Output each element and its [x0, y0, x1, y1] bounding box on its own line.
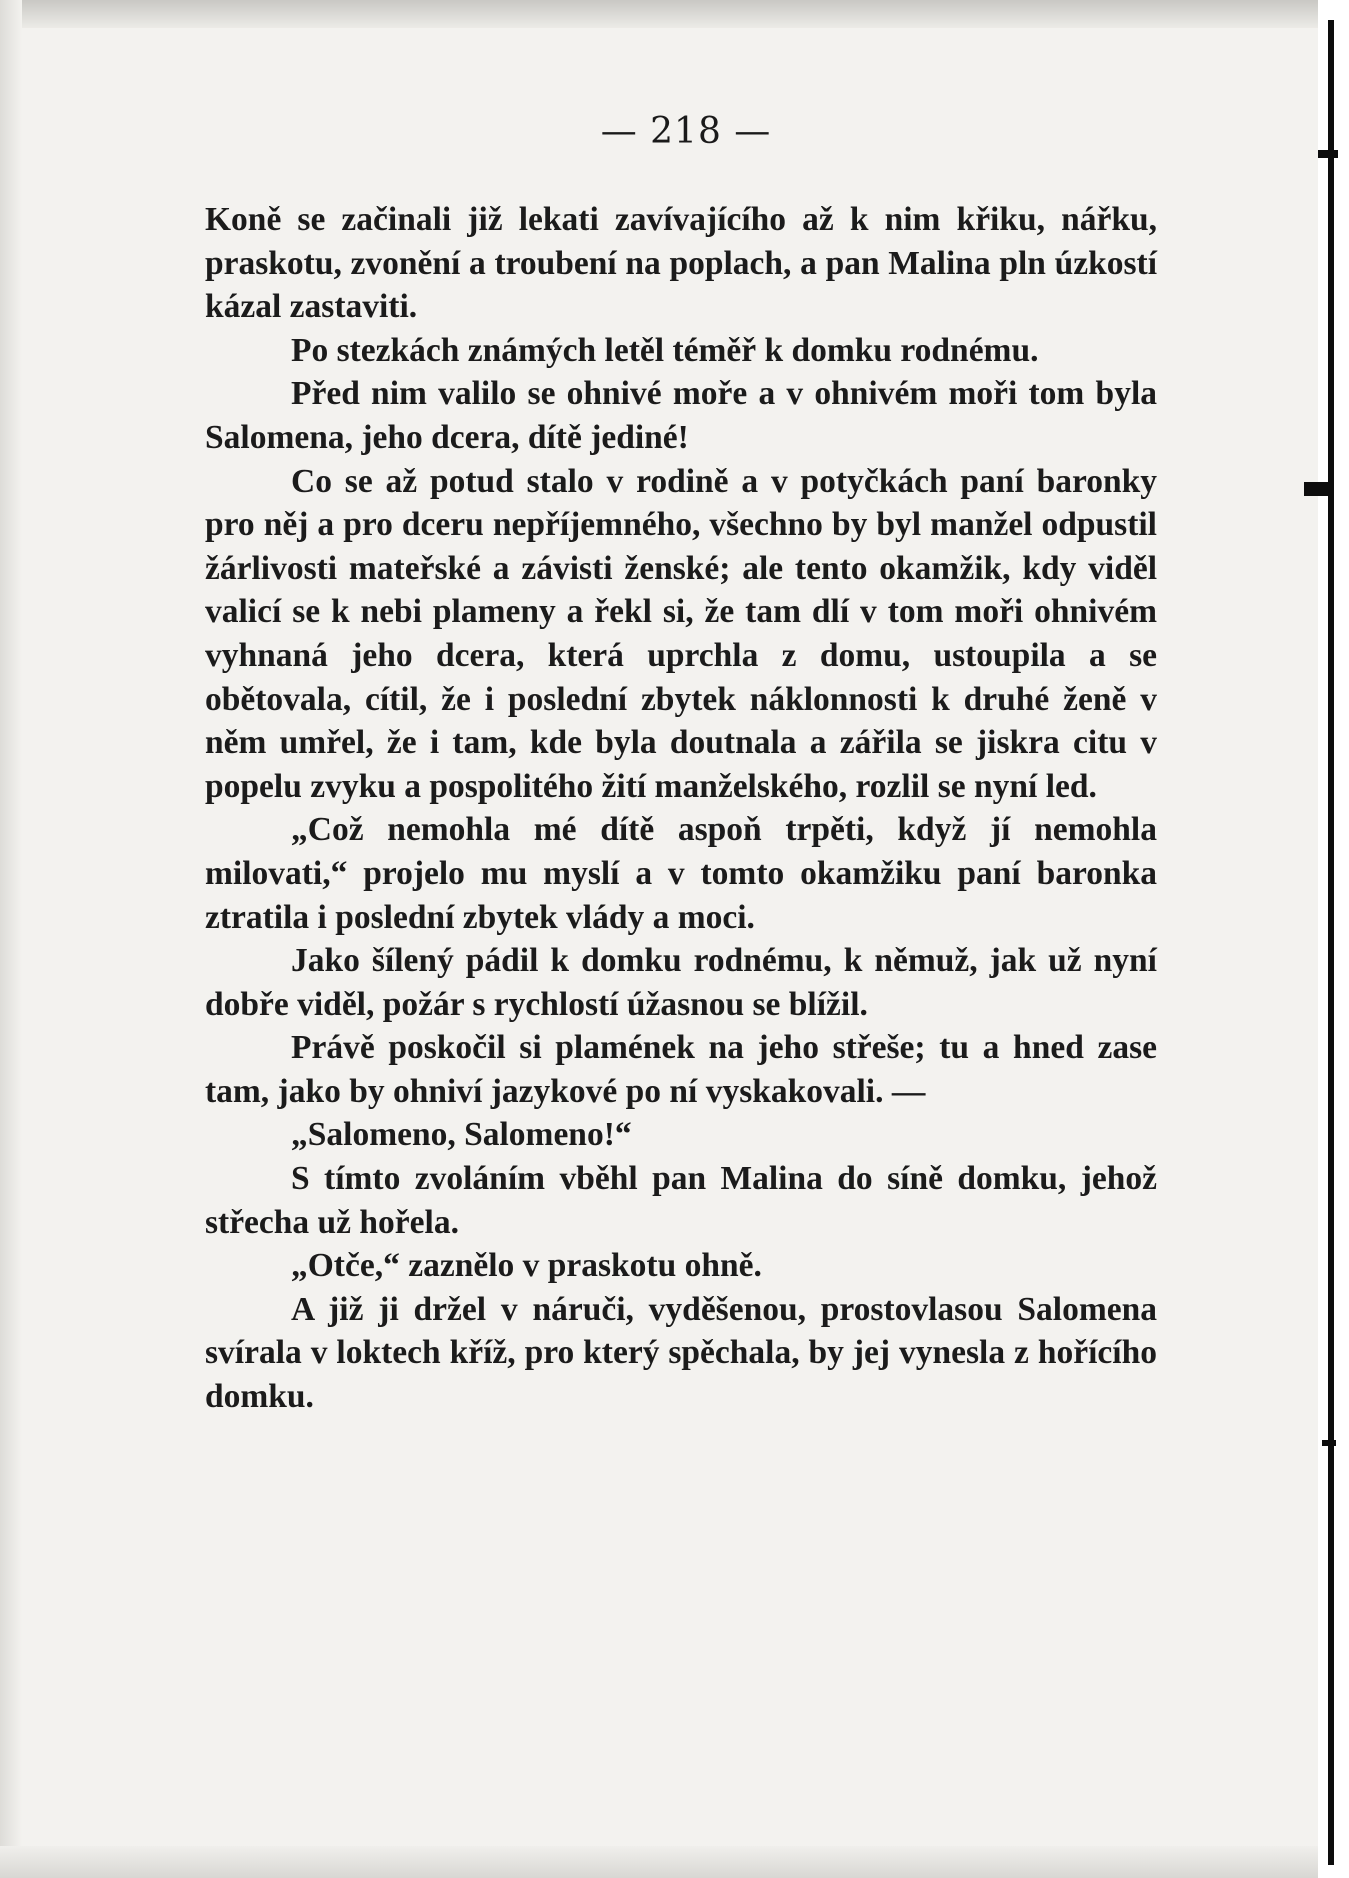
paragraph: Co se až potud stalo v rodině a v potyčkách paní baronky pro něj a pro dceru nepříjemného, všechno by byl manžel odpustil žárlivosti mateřské a závisti ženské; ale tento okamžik, kdy viděl valicí se k nebi plameny a řekl si, že tam dlí v tom moři ohnivém vyhnaná jeho dcera, která uprchla z domu, ustoupila a se obětovala, cítil, že i poslední zbytek náklonnosti k druhé ženě v něm umřel, že i tam, kde byla doutnala a zářila se jiskra citu v popelu zvyku a pospolitého žití manželského, rozlil se nyní led. [205, 462, 1157, 805]
paragraph: „Salomeno, Salomeno!“ [291, 1116, 632, 1154]
page-edge-line [1328, 20, 1334, 1865]
paragraph: „Otče,“ zaznělo v praskotu ohně. [291, 1247, 762, 1285]
scan-shadow-top [0, 0, 1349, 28]
page-number: — 218 — [600, 111, 772, 152]
page-edge-notch [1322, 1440, 1336, 1446]
paragraph: A již ji držel v náruči, vyděšenou, prostovlasou Salomena svírala v loktech kříž, pro který spěchala, by jej vynesla z hořícího domku. [205, 1290, 1157, 1416]
scan-shadow-bottom [0, 1846, 1349, 1878]
paragraph: „Což nemohla mé dítě aspoň trpěti, když jí nemohla milovati,“ projelo mu myslí a v tomto okamžiku paní baronka ztratila i poslední zbytek vlády a moci. [205, 811, 1157, 936]
paragraph: Před nim valilo se ohnivé moře a v ohnivém moři tom byla Salomena, jeho dcera, dítě jediné! [205, 375, 1157, 456]
paragraph: Jako šílený pádil k domku rodnému, k němuž, jak už nyní dobře viděl, požár s rychlostí úžasnou se blížil. [205, 942, 1157, 1023]
body-text [205, 198, 1157, 1419]
paragraph: Koně se začinali již lekati zavívajícího až k nim křiku, nářku, praskotu, zvonění a troubení na poplach, a pan Malina pln úzkostí kázal zastaviti. [205, 201, 1157, 326]
page-edge-notch [1318, 150, 1338, 158]
page-edge-notch [1304, 482, 1334, 496]
paragraph: Právě poskočil si plamének na jeho střeše; tu a hned zase tam, jako by ohniví jazykové po ní vyskakovali. — [205, 1029, 1157, 1110]
paragraph: S tímto zvoláním vběhl pan Malina do síně domku, jehož střecha už hořela. [205, 1160, 1157, 1241]
paragraph: Po stezkách známých letěl téměř k domku rodnému. [291, 331, 1039, 369]
scan-shadow-left [0, 0, 22, 1878]
